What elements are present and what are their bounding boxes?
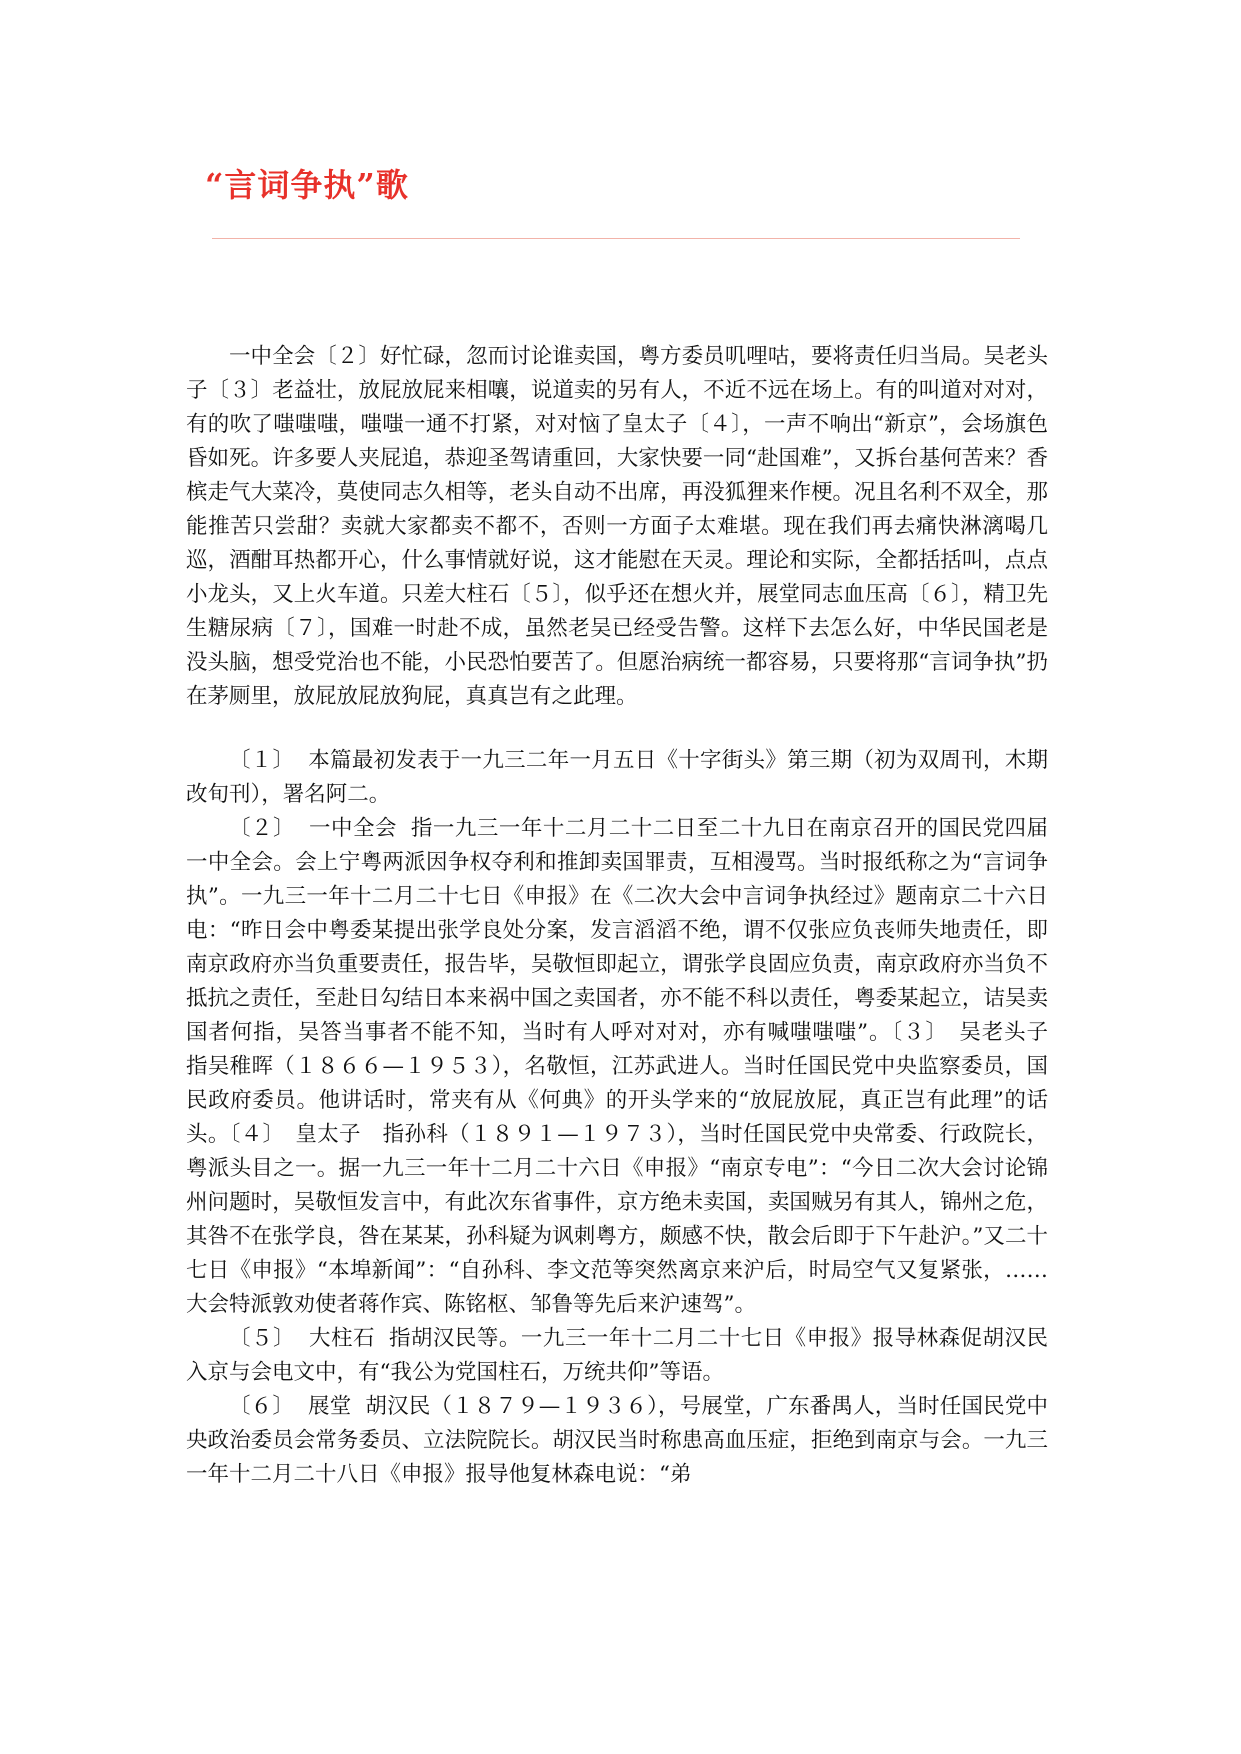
title-divider — [212, 238, 1020, 239]
note-term: 大柱石 — [308, 1326, 375, 1351]
note-term: 一中全会 — [308, 816, 397, 841]
note-5 — [186, 1322, 1048, 1390]
note-number: 〔２〕 — [229, 816, 295, 841]
note-2 — [186, 812, 1070, 1322]
note-1 — [186, 744, 1048, 812]
note-text: 胡汉民（１８７９—１９３６），号展堂，广东番禺人，当时任国民党中央政治委员会常务委员、立法院院长。胡汉民当时称患高血压症，拒绝到南京与会。一九三一年十二月二十八日《申报》报导他复林森电说：“弟 — [186, 1394, 1048, 1487]
note-6 — [186, 1390, 1048, 1492]
note-text: 指一九三一年十二月二十二日至二十九日在南京召开的国民党四届一中全会。会上宁粤两派因争权夺利和推卸卖国罪责，互相漫骂。当时报纸称之为“言词争执”。一九三一年十二月二十七日《申报》在《二次大会中言词争执经过》题南京二十六日电：“昨日会中粤委某提出张学良处分案，发言滔滔不绝，谓不仅张应负丧师失地责任，即南京政府亦当负重要责任，报告毕，吴敬恒即起立，谓张学良固应负责，南京政府亦当负不抵抗之责任，至赴日勾结日本来祸中国之卖国者，亦不能不科以责任，粤委某起立，诘吴卖国者何指，吴答当事者不能不知，当时有人呼对对对，亦有喊嗤嗤嗤”。〔３〕 吴老头子 指吴稚晖（１８６６—１９５３），名敬恒，江苏武进人。当时任国民党中央监察委员，国民政府委员。他讲话时，常夹有从《何典》的开头学来的“放屁放屁，真正岂有此理”的话头。〔４〕 皇太子 指孙科（１８９１—１９７３），当时任国民党中央常委、行政院长，粤派头目之一。据一九三一年十二月二十六日《申报》“南京专电”：“今日二次大会讨论锦州问题时，吴敬恒发言中，有此次东省事件，京方绝未卖国，卖国贼另有其人，锦州之危，其咎不在张学良，咎在某某，孙科疑为讽刺粤方，颇感不快，散会后即于下午赴沪。”又二十七日《申报》“本埠新闻”：“自孙科、李文范等突然离京来沪后，时局空气又复紧张，……大会特派敦劝使者蒋作宾、陈铭枢、邹鲁等先后来沪速驾”。 — [186, 816, 1070, 1317]
note-number: 〔５〕 — [229, 1326, 295, 1351]
page-title: “言词争执”歌 — [205, 166, 409, 204]
notes-section — [186, 744, 1070, 1492]
note-number: 〔６〕 — [229, 1394, 295, 1419]
poem-text: 一中全会〔２〕好忙碌，忽而讨论谁卖国，粤方委员叽哩咕，要将责任归当局。吴老头子〔３〕老益壮，放屁放屁来相嚷，说道卖的另有人，不近不远在场上。有的叫道对对对，有的吹了嗤嗤嗤，嗤嗤一通不打紧，对对恼了皇太子〔４〕，一声不响出“新京”，会场旗色昏如死。许多要人夹屁追，恭迎圣驾请重回，大家快要一同“赴国难”，又拆台基何苦来？香槟走气大菜冷，莫使同志久相等，老头自动不出席，再没狐狸来作梗。况且名利不双全，那能推苦只尝甜？卖就大家都卖不都不，否则一方面子太难堪。现在我们再去痛快淋漓喝几巡，酒酣耳热都开心，什么事情就好说，这才能慰在天灵。理论和实际，全都括括叫，点点小龙头，又上火车道。只差大柱石〔５〕，似乎还在想火并，展堂同志血压高〔６〕，精卫先生糖尿病〔７〕，国难一时赴不成，虽然老吴已经受告警。这样下去怎么好，中华民国老是没头脑，想受党治也不能，小民恐怕要苦了。但愿治病统一都容易，只要将那“言词争执”扔在茅厕里，放屁放屁放狗屁，真真岂有之此理。 — [186, 344, 1048, 709]
note-text: 指胡汉民等。一九三一年十二月二十七日《申报》报导林森促胡汉民入京与会电文中，有“我公为党国柱石，万统共仰”等语。 — [186, 1326, 1048, 1385]
note-number: 〔１〕 — [229, 748, 295, 773]
note-term: 展堂 — [308, 1394, 352, 1419]
note-text: 本篇最初发表于一九三二年一月五日《十字街头》第三期（初为双周刊，木期改旬刊），署名阿二。 — [186, 748, 1048, 807]
document-body — [186, 340, 1070, 1492]
